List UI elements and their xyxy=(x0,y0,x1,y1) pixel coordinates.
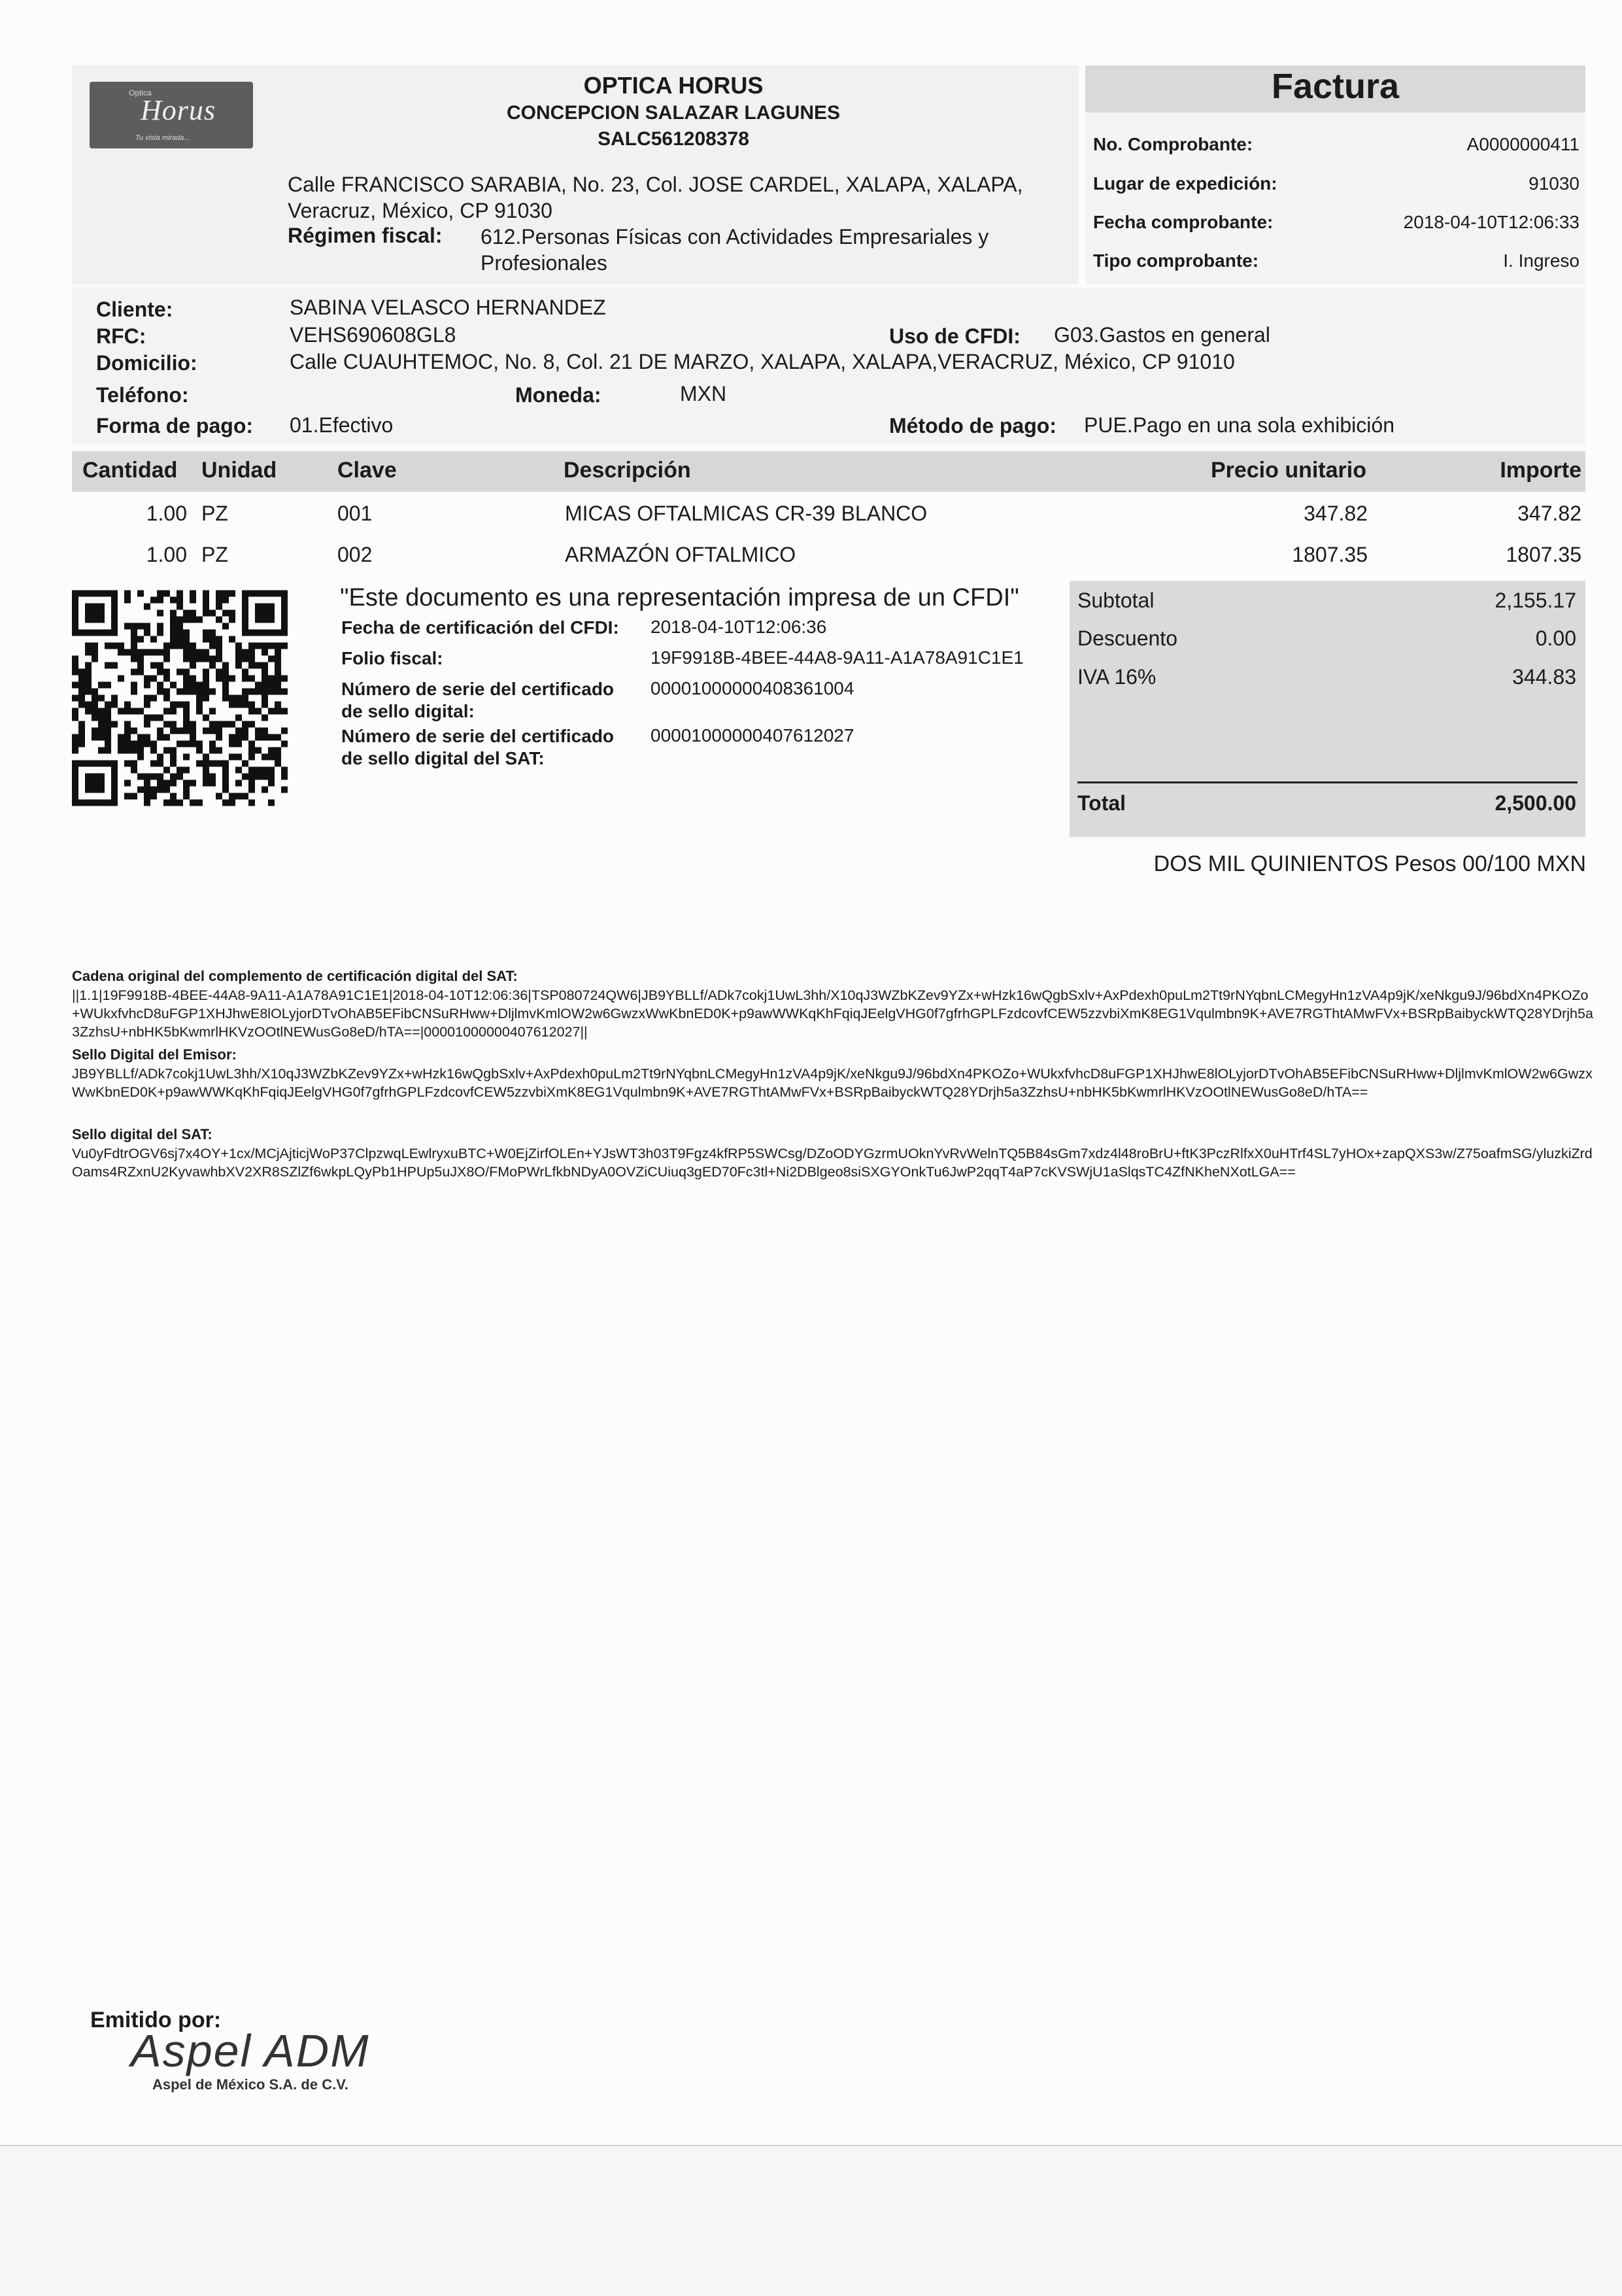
invoice-number: A0000000411 xyxy=(1466,134,1580,154)
amount-in-words: DOS MIL QUINIENTOS Pesos 00/100 MXN xyxy=(1153,851,1586,876)
client-name: SABINA VELASCO HERNANDEZ xyxy=(290,296,606,319)
logo-text: Horus xyxy=(141,94,216,126)
original-chain: ||1.1|19F9918B-4BEE-44A8-9A11-A1A78A91C1E1|2018-04-10T12:06:36|TSP080724QW6|JB9YBLLf/ADk7cokj1UwL3hh/X10qJ3WZbKZev9YZx+wHzk16wQgbSxlv+AxPdexh0puLm2Tt9rNYqbnLCMegyHn1zVA4p9jK/xeNkgu9J/96bdXn4PKOZo+WUkxfvhcD8uFGP1XHJhwE8lOLyjorDTvOhAB5EFibCNSuRHww+DljlmvKmlOW2w6GwzxWwKbnED0K+p9awWWKqKhFqiqJEelgVHG0f7gfrhGPLFzdcovfCEW5zzvbiXmK8EG1Vqulmbn9K+AVE7RGThtAMwFVx+BSRpBaibyckWTQ28YDrjh5a3ZzhsU+nbHK5bKwmrlHKVzOOtlNEWusGo8eD/hTA==|00001000000407612027|| xyxy=(72,987,1593,1040)
subtotal: 2,155.17 xyxy=(1495,589,1576,612)
payment-form-label: Forma de pago: xyxy=(96,414,254,437)
cfdi-statement: "Este documento es una representación impresa de un CFDI" xyxy=(340,584,1019,611)
invoice-date-label: Fecha comprobante: xyxy=(1093,212,1274,232)
client-rfc-label: RFC: xyxy=(96,324,146,348)
client-phone-label: Teléfono: xyxy=(96,383,189,407)
discount: 0.00 xyxy=(1535,626,1576,650)
totals-divider xyxy=(1077,781,1578,783)
logo-tagline: Tu vista mirada... xyxy=(135,134,190,142)
cert-serial-label-2: de sello digital: xyxy=(341,701,475,721)
client-label: Cliente: xyxy=(96,298,173,321)
fiscal-folio: 19F9918B-4BEE-44A8-9A11-A1A78A91C1E1 xyxy=(650,647,1024,668)
row-amount: 1807.35 xyxy=(1506,543,1581,566)
cfdi-use: G03.Gastos en general xyxy=(1054,323,1270,347)
row-amount: 347.82 xyxy=(1517,502,1581,525)
issued-by-label: Emitido por: xyxy=(90,2008,222,2032)
regimen-label: Régimen fiscal: xyxy=(288,224,443,247)
cfdi-use-label: Uso de CFDI: xyxy=(889,324,1021,348)
currency-label: Moneda: xyxy=(515,383,601,407)
discount-label: Descuento xyxy=(1077,626,1177,650)
invoice-type: I. Ingreso xyxy=(1503,250,1580,271)
currency: MXN xyxy=(680,382,727,405)
company-logo xyxy=(90,82,253,148)
row-unit-price: 347.82 xyxy=(1304,502,1368,525)
aspel-logo: Aspel ADM xyxy=(131,2025,370,2076)
issue-place-label: Lugar de expedición: xyxy=(1093,173,1277,194)
regimen-value: 612.Personas Físicas con Actividades Empresariales y Profesionales xyxy=(481,225,989,275)
client-rfc: VEHS690608GL8 xyxy=(290,323,456,347)
total-label: Total xyxy=(1077,791,1126,815)
col-unit-price-header: Precio unitario xyxy=(1210,458,1366,483)
col-description-header: Descripción xyxy=(564,458,691,483)
issue-place: 91030 xyxy=(1529,173,1580,194)
sat-cert-serial: 00001000000407612027 xyxy=(650,725,854,745)
fiscal-folio-label: Folio fiscal: xyxy=(341,648,443,668)
payment-method-label: Método de pago: xyxy=(889,414,1056,437)
row-unit: PZ xyxy=(201,502,228,525)
cert-serial-label: Número de serie del certificado xyxy=(341,679,615,699)
company-owner: CONCEPCION SALAZAR LAGUNES xyxy=(506,102,840,124)
col-amount-header: Importe xyxy=(1500,458,1581,483)
payment-form: 01.Efectivo xyxy=(290,413,394,437)
company-rfc: SALC561208378 xyxy=(598,128,749,150)
row-description: ARMAZÓN OFTALMICO xyxy=(565,543,796,566)
cert-serial: 00001000000408361004 xyxy=(650,678,854,698)
total: 2,500.00 xyxy=(1495,791,1576,815)
row-quantity: 1.00 xyxy=(146,543,187,566)
logo-small-text: Optica xyxy=(129,88,152,97)
original-chain-label: Cadena original del complemento de certificación digital del SAT: xyxy=(72,968,518,984)
sat-cert-serial-label: Número de serie del certificado xyxy=(341,726,615,746)
row-key: 002 xyxy=(337,543,373,566)
page-bottom-strip xyxy=(0,2145,1622,2296)
iva-label: IVA 16% xyxy=(1077,665,1157,689)
row-unit: PZ xyxy=(201,543,228,566)
iva: 344.83 xyxy=(1512,665,1576,689)
cert-date-label: Fecha de certificación del CFDI: xyxy=(341,617,619,638)
client-address-label: Domicilio: xyxy=(96,351,197,375)
col-unit-header: Unidad xyxy=(201,458,277,483)
invoice-title: Factura xyxy=(1271,67,1400,106)
col-key-header: Clave xyxy=(337,458,397,483)
client-address: Calle CUAUHTEMOC, No. 8, Col. 21 DE MARZO, XALAPA, XALAPA,VERACRUZ, México, CP 91010 xyxy=(290,350,1235,373)
col-quantity-header: Cantidad xyxy=(82,458,178,483)
issuer-seal-label: Sello Digital del Emisor: xyxy=(72,1046,237,1063)
invoice-number-label: No. Comprobante: xyxy=(1093,134,1253,154)
sat-seal-label: Sello digital del SAT: xyxy=(72,1126,212,1142)
company-name: OPTICA HORUS xyxy=(583,72,764,99)
row-description: MICAS OFTALMICAS CR-39 BLANCO xyxy=(565,502,928,525)
issuer-seal: JB9YBLLf/ADk7cokj1UwL3hh/X10qJ3WZbKZev9YZx+wHzk16wQgbSxlv+AxPdexh0puLm2Tt9rNYqbnLCMegyHn1zVA4p9jK/xeNkgu9J/96bdXn4PKOZo+WUkxfvhcD8uFGP1XHJhwE8lOLyjorDTvOhAB5EFibCNSuRHww+DljlmvKmlOW2w6GwzxWwKbnED0K+p9awWWKqKhFqiqJEelgVHG0f7gfrhGPLFzdcovfCEW5zzvbiXmK8EG1Vqulmbn9K+AVE7RGThtAMwFVx+BSRpBaibyckWTQ28YDrjh5a3ZzhsU+nbHK5bKwmrlHKVzOOtlNEWusGo8eD/hTA== xyxy=(72,1066,1593,1100)
subtotal-label: Subtotal xyxy=(1077,589,1155,612)
row-key: 001 xyxy=(337,502,373,525)
invoice-type-label: Tipo comprobante: xyxy=(1093,250,1259,271)
aspel-company: Aspel de México S.A. de C.V. xyxy=(152,2076,348,2093)
company-address: Calle FRANCISCO SARABIA, No. 23, Col. JOSE CARDEL, XALAPA, XALAPA, Veracruz, México, CP 91030 xyxy=(288,173,1023,222)
cert-date: 2018-04-10T12:06:36 xyxy=(650,617,827,637)
row-unit-price: 1807.35 xyxy=(1292,543,1368,566)
qr-code xyxy=(72,589,288,808)
sat-cert-serial-label-2: de sello digital del SAT: xyxy=(341,748,545,768)
invoice-date: 2018-04-10T12:06:33 xyxy=(1403,212,1580,232)
payment-method: PUE.Pago en una sola exhibición xyxy=(1084,413,1394,437)
row-quantity: 1.00 xyxy=(146,502,187,525)
sat-seal: Vu0yFdtrOGV6sj7x4OY+1cx/MCjAjticjWoP37ClpzwqLEwlryxuBTC+W0EjZirfOLEn+YJsWT3h03T9Fgz4kfRP5SWCsg/DZoODYGzrmUOknYvRvWelnTQ5B84sGm7xdz4l48roBrU+ftK3PczRlfxX0uHTrf4SL7yHOx+zapQXS3w/Z75oafmSG/yluzkiZrdOams4RZxnU2KyvawhbXV2XR8SZlZf6wkpLQyPb1HPUp5uJX8O/FMoPWrLfkbNDyA0OVZiCUiuq3gED70Fc3tl+Ni2DBlgeo8siSXGYOnkTu6JwP2qqT4aP7cKVSWjU1aSlqsTC4ZfNKheNXotLGA== xyxy=(72,1146,1593,1180)
